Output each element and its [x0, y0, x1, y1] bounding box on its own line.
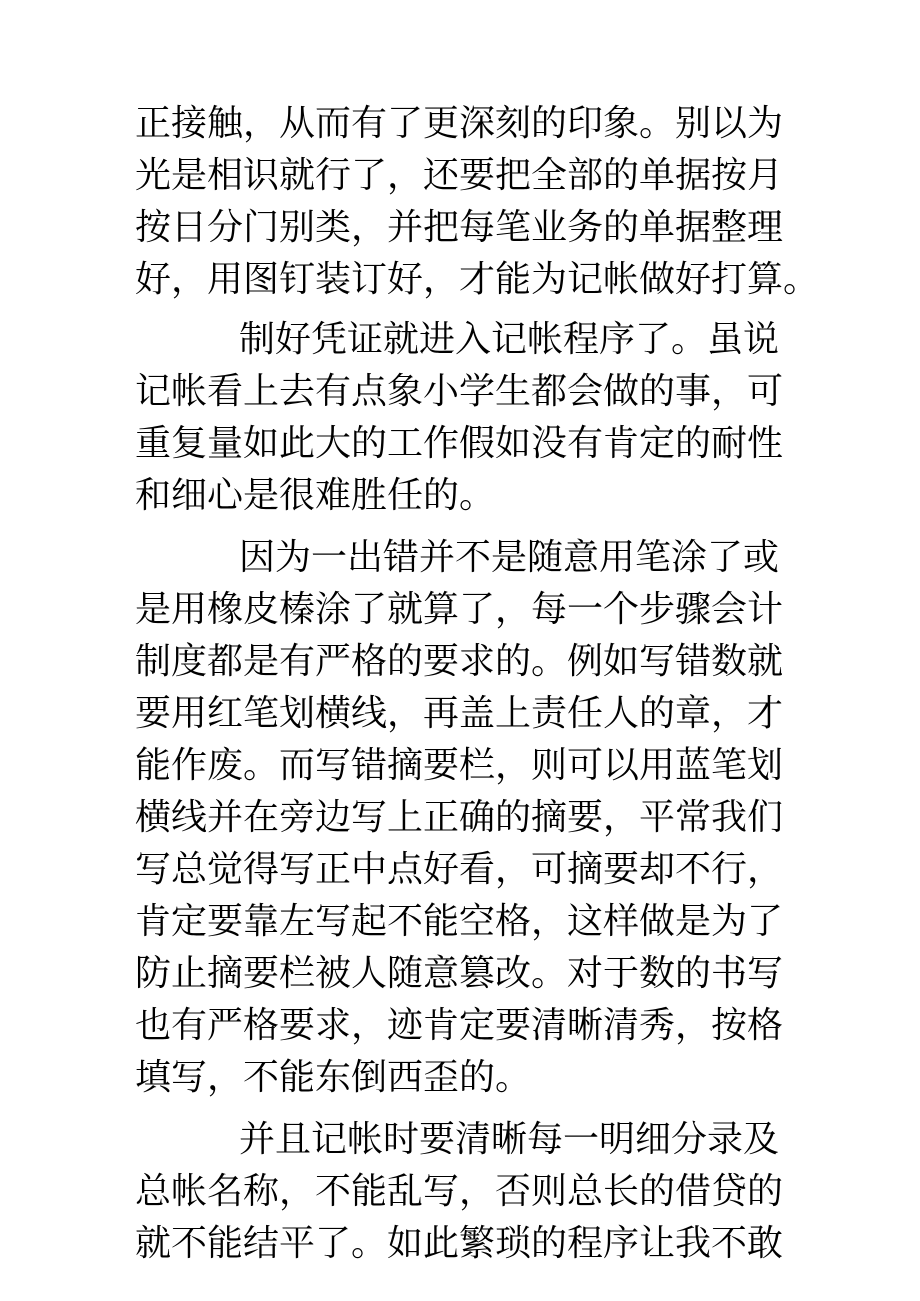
text-line: 肯定要靠左写起不能空格，这样做是为了 [135, 901, 784, 942]
text-line: 总帐名称，不能乱写，否则总长的借贷的 [135, 1171, 784, 1212]
text-line: 是用橡皮榛涂了就算了，每一个步骤会计 [135, 589, 784, 630]
text-line: 制好凭证就进入记帐程序了。虽说 [239, 319, 780, 360]
text-line: 和细心是很难胜任的。 [135, 475, 496, 516]
document-body [135, 98, 820, 1270]
text-line: 能作废。而写错摘要栏，则可以用蓝笔划 [135, 745, 784, 786]
text-line: 并且记帐时要清晰每一明细分录及 [239, 1119, 780, 1160]
text-line: 要用红笔划横线，再盖上责任人的章，才 [135, 693, 784, 734]
paragraph-1 [135, 98, 820, 306]
text-line: 制度都是有严格的要求的。例如写错数就 [135, 641, 784, 682]
text-line: 防止摘要栏被人随意篡改。对于数的书写 [135, 953, 784, 994]
text-line: 就不能结平了。如此繁琐的程序让我不敢 [135, 1223, 784, 1264]
text-line: 也有严格要求，迹肯定要清晰清秀，按格 [135, 1005, 784, 1046]
text-line: 好，用图钉装订好，才能为记帐做好打算。 [135, 259, 820, 300]
text-line: 横线并在旁边写上正确的摘要，平常我们 [135, 797, 784, 838]
text-line: 记帐看上去有点象小学生都会做的事，可 [135, 371, 784, 412]
text-line: 光是相识就行了，还要把全部的单据按月 [135, 155, 784, 196]
text-line: 按日分门别类，并把每笔业务的单据整理 [135, 207, 784, 248]
paragraph-2 [135, 314, 795, 522]
paragraph-4 [135, 1114, 795, 1270]
paragraph-3 [135, 532, 795, 1104]
text-line: 重复量如此大的工作假如没有肯定的耐性 [135, 423, 784, 464]
text-line: 写总觉得写正中点好看，可摘要却不行， [135, 849, 784, 890]
text-line: 因为一出错并不是随意用笔涂了或 [239, 537, 780, 578]
text-line: 正接触，从而有了更深刻的印象。别以为 [135, 103, 784, 144]
text-line: 填写，不能东倒西歪的。 [135, 1057, 532, 1098]
